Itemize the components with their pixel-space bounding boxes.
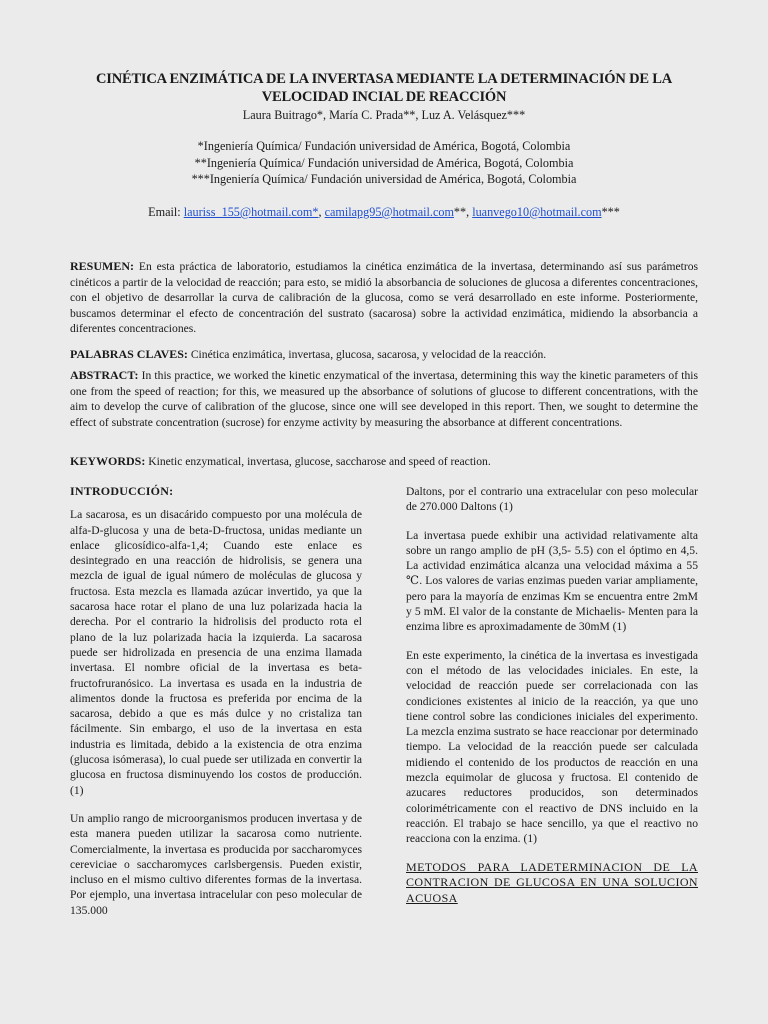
affiliation-2: **Ingeniería Química/ Fundación universidad de América, Bogotá, Colombia (194, 155, 574, 170)
abstract-text: In this practice, we worked the kinetic enzymatical of the invertasa, determining this way the kinetic parameters of this one from the speed of reaction; for this, we measured up the absorbance of solutions of glucose to different concentrations, with the aim to develop the curve of calibration of the glucose, since one will see developed in this report. Then, we sought to determine the effect of substrate concentration (sucrose) for enzyme activity by measuring the absorbance at different concentrations. (70, 369, 698, 429)
email-separator-1: , (318, 205, 325, 219)
metodos-section-heading: METODOS PARA LADETERMINACION DE LA CONTRACION DE GLUCOSA EN UNA SOLUCION ACUOSA (406, 859, 698, 905)
right-paragraph-3: En este experimento, la cinética de la invertasa es investigada con el método de las velocidades iniciales. En este, la velocidad de reacción puede ser correlacionada con las condiciones existentes al inicio de la reacción, ya que uno tiene control sobre las condiciones iniciales del experimento. La mezcla enzima sustrato se hace reaccionar por determinado tiempo. La velocidad de la reacción puede ser calculada midiendo el contenido de los productos de reacción en una mezcla equimolar de glucosa y fructosa. El contenido de azucares reductores producidos, son determinados colorimétricamente con el reactivo de DNS incluido en la reacción. El trabajo se hace sencillo, ya que el reactivo no reacciona con la enzima. (1) (406, 648, 698, 846)
resumen-text: En esta práctica de laboratorio, estudiamos la cinética enzimática de la invertasa, determinando así sus parámetros cinéticos a partir de la velocidad de reacción; para esto, se midió la absorbancia de soluciones de glucosa a diferentes concentraciones, con el objetivo de desarrollar la curva de calibración de la glucosa, como se verá desarrollado en este informe. Posteriormente, buscamos determinar el efecto de concentración del sustrato (sacarosa) sobre la actividad enzimática, midiendo la absorbancia a diferentes concentraciones. (70, 260, 698, 336)
paper-title (72, 70, 696, 106)
email-link-1[interactable]: lauriss_155@hotmail.com* (183, 205, 319, 219)
keywords-text: Kinetic enzymatical, invertasa, glucose, saccharose and speed of reaction. (145, 455, 491, 468)
right-paragraph-2: La invertasa puede exhibir una actividad relativamente alta sobre un rango amplio de pH (3,5- 5.5) con el óptimo en 4,5. La actividad enzimática alcanza una velocidad máxima a 55 ℃. Los valores de varias enzimas pueden variar ampliamente, pero para la mayoría de enzimas Km se encuentra entre 2mM y 5 mM. El valor de la constante de Michaelis- Menten para la enzima libre es aproximadamente de 30mM (1) (406, 528, 698, 634)
email-link-3[interactable]: luanvego10@hotmail.com (472, 205, 602, 219)
resumen-paragraph (70, 259, 698, 337)
email-label: Email: (148, 205, 184, 219)
email-suffix-3: *** (601, 205, 620, 219)
keywords-paragraph (70, 454, 698, 470)
intro-paragraph-1: La sacarosa, es un disacárido compuesto por una molécula de alfa-D-glucosa y una de beta-D-fructosa, unidas mediante un enlace glicosídico-alfa-1,4; Cuando este enlace es desintegrado en una reacción de hidrolisis, se genera una mezcla de igual de igual número de moléculas de glucosa y fructosa. Esta mezcla es llamada azúcar invertido, ya que la sacarosa hace rotar el plano de una luz polarizada hacia la derecha. Por el contrario la hidrolisis del producto rota el plano de la luz polarizada hacia la izquierda. La sacarosa puede ser hidrolizada en presencia de una enzima llamada invertasa. El nombre oficial de la invertasa es beta-fructofruranósico. La invertasa es usada en la industria de alimentos donde la fructosa es preferida por encima de la sacarosa, debido a que es más dulce y no cristaliza tan fácilmente. Sin embargo, el uso de la invertasa en esta industria es limitada, debido a la existencia de otra enzima (glucosa isómerasa), lo cual puede ser utilizada en convertir la glucosa en fructosa disminuyendo los costos de producción. (1) (70, 508, 362, 797)
email-suffix-2: **, (453, 205, 473, 219)
title-line-2: VELOCIDAD INCIAL DE REACCIÓN (261, 89, 507, 105)
palabras-claves-text: Cinética enzimática, invertasa, glucosa, sacarosa, y velocidad de la reacción. (187, 348, 547, 361)
title-line-1: CINÉTICA ENZIMÁTICA DE LA INVERTASA MEDIANTE LA DETERMINACIÓN DE LA (96, 71, 672, 87)
introduccion-heading: INTRODUCCIÓN: (70, 484, 174, 498)
intro-paragraph-2: Un amplio rango de microorganismos producen invertasa y de esta manera pueden utilizar la sacarosa como nutriente. Comercialmente, la invertasa es producida por saccharomyces cereviciae o saccharomyces carlsbergensis. Pueden existir, incluso en el mismo cultivo diferentes formas de la invertasa. Por ejemplo, una invertasa intracelular con peso molecular de 135.000 (70, 811, 362, 917)
affiliation-1: *Ingeniería Química/ Fundación universidad de América, Bogotá, Colombia (197, 139, 571, 153)
affiliations (72, 138, 696, 188)
palabras-claves-paragraph (70, 347, 698, 363)
author-list: Laura Buitrago*, María C. Prada**, Luz A. Velásquez*** (242, 108, 526, 122)
affiliation-3: ***Ingeniería Química/ Fundación universidad de América, Bogotá, Colombia (191, 172, 577, 187)
left-column (70, 484, 362, 931)
keywords-label: KEYWORDS: (70, 454, 146, 468)
right-column (406, 484, 698, 906)
right-paragraph-1: Daltons, por el contrario una extracelular con peso molecular de 270.000 Daltons (1) (406, 485, 698, 514)
email-line (72, 204, 696, 220)
email-link-2[interactable]: camilapg95@hotmail.com (324, 205, 454, 219)
palabras-claves-label: PALABRAS CLAVES: (70, 347, 188, 361)
abstract-label: ABSTRACT: (70, 368, 139, 382)
abstract-paragraph (70, 368, 698, 430)
resumen-label: RESUMEN: (70, 259, 135, 273)
